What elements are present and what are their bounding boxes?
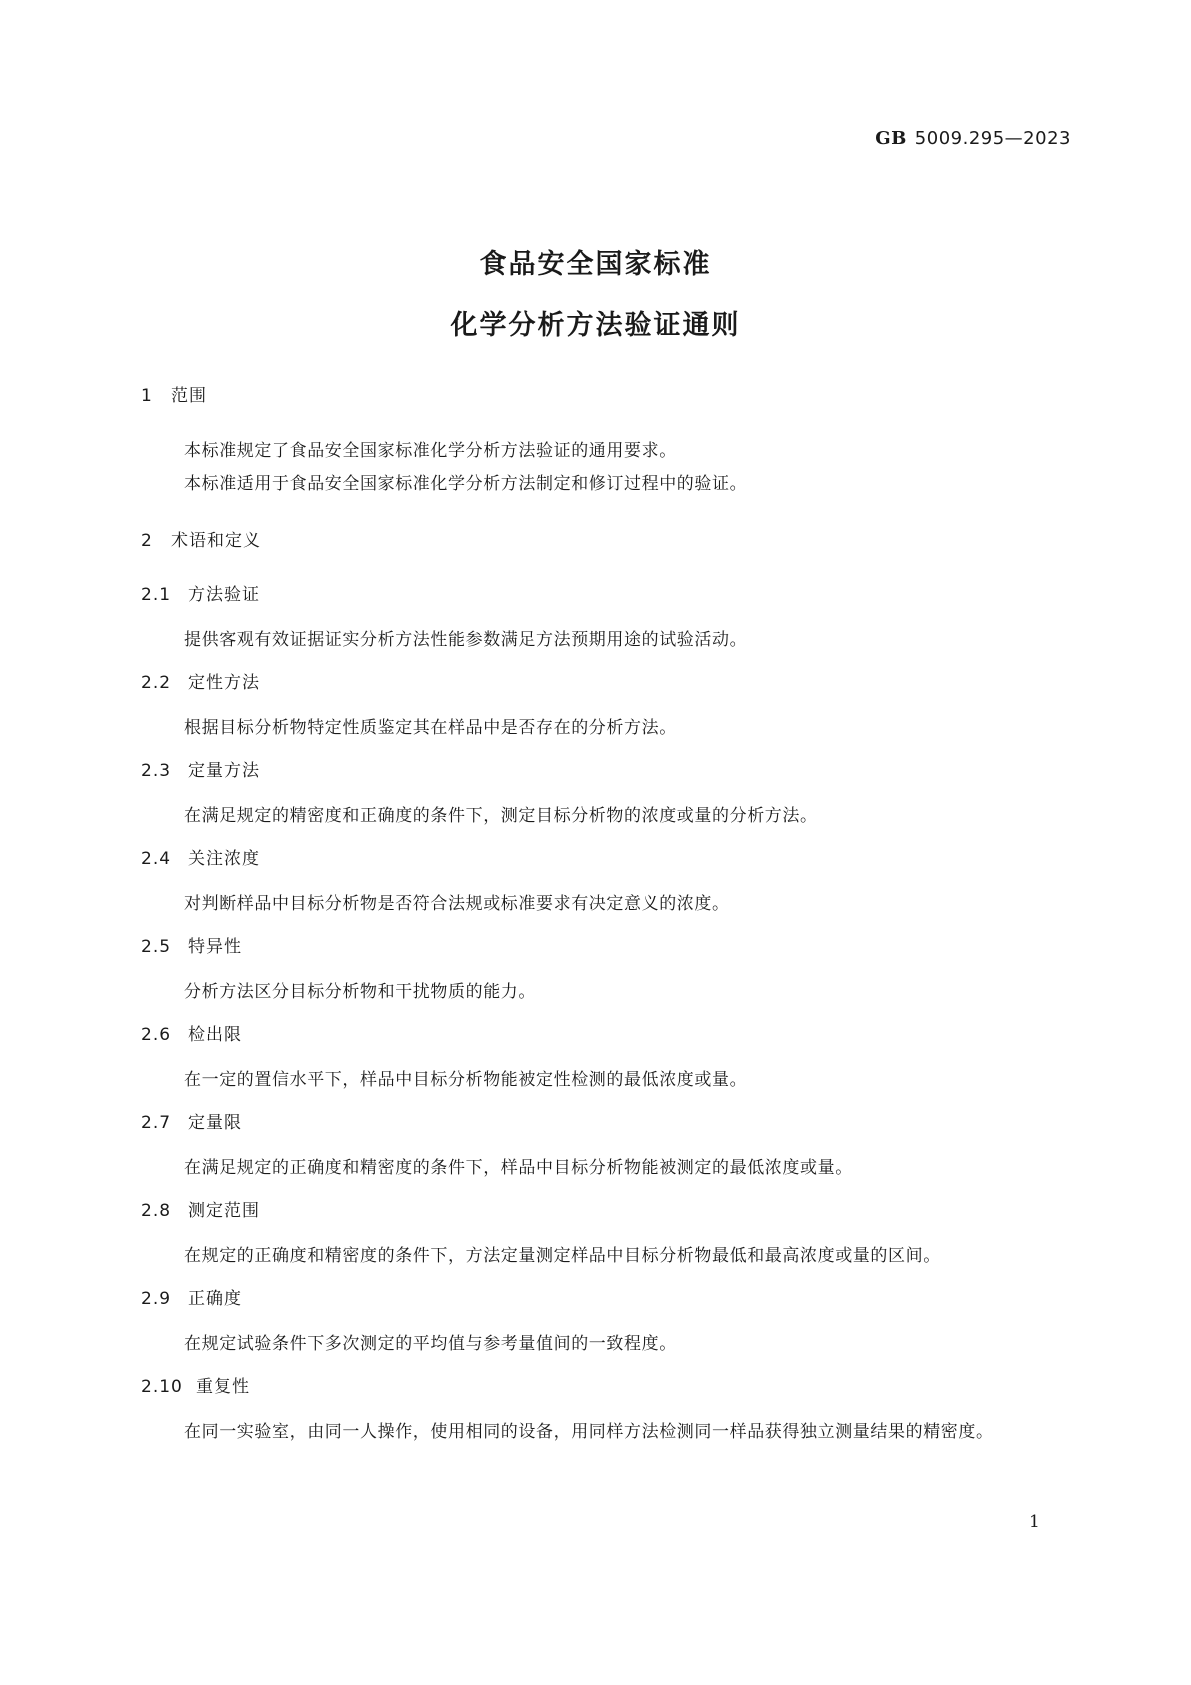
section-title: 范围: [171, 386, 207, 406]
term-heading: [141, 1284, 242, 1309]
section-title: 术语和定义: [171, 531, 261, 551]
term-name: 测定范围: [188, 1201, 260, 1221]
term-name: 正确度: [188, 1289, 242, 1309]
term-name: 关注浓度: [188, 849, 260, 869]
term-definition: 在一定的置信水平下，样品中目标分析物能被定性检测的最低浓度或量。: [184, 1070, 748, 1090]
term-number: 2.5: [141, 937, 172, 957]
section-1-heading: [141, 381, 207, 406]
term-number: 2.6: [141, 1025, 172, 1045]
term-number: 2.2: [141, 673, 172, 693]
standard-code: [875, 128, 1071, 149]
term-number: 2.10: [141, 1377, 183, 1397]
scope-paragraph-1: 本标准规定了食品安全国家标准化学分析方法验证的通用要求。: [184, 441, 677, 461]
term-heading: [141, 756, 260, 781]
term-number: 2.9: [141, 1289, 172, 1309]
term-name: 重复性: [196, 1377, 250, 1397]
document-title-line2: 化学分析方法验证通则: [450, 310, 741, 341]
standard-prefix: GB: [875, 128, 907, 149]
section-number: 2: [141, 531, 153, 551]
term-definition: 分析方法区分目标分析物和干扰物质的能力。: [184, 982, 536, 1002]
term-name: 定性方法: [188, 673, 260, 693]
term-name: 定量限: [188, 1113, 242, 1133]
term-definition: 提供客观有效证据证实分析方法性能参数满足方法预期用途的试验活动。: [184, 630, 748, 650]
term-definition: 在满足规定的正确度和精密度的条件下，样品中目标分析物能被测定的最低浓度或量。: [184, 1158, 853, 1178]
page-number: 1: [1029, 1512, 1040, 1532]
term-number: 2.7: [141, 1113, 172, 1133]
term-definition: 根据目标分析物特定性质鉴定其在样品中是否存在的分析方法。: [184, 718, 677, 738]
term-heading: [141, 668, 260, 693]
term-definition: 对判断样品中目标分析物是否符合法规或标准要求有决定意义的浓度。: [184, 894, 730, 914]
standard-number: 5009.295—2023: [914, 128, 1071, 149]
term-name: 定量方法: [188, 761, 260, 781]
term-heading: [141, 932, 242, 957]
term-name: 检出限: [188, 1025, 242, 1045]
term-number: 2.8: [141, 1201, 172, 1221]
term-name: 方法验证: [188, 585, 260, 605]
term-heading: [141, 580, 260, 605]
term-heading: [141, 1020, 242, 1045]
term-definition: 在规定试验条件下多次测定的平均值与参考量值间的一致程度。: [184, 1334, 677, 1354]
term-heading: [141, 844, 260, 869]
term-heading: [141, 1108, 242, 1133]
term-definition: 在满足规定的精密度和正确度的条件下，测定目标分析物的浓度或量的分析方法。: [184, 806, 818, 826]
section-2-heading: [141, 526, 261, 551]
term-definition: 在同一实验室，由同一人操作，使用相同的设备，用同样方法检测同一样品获得独立测量结果的精密度。: [184, 1422, 994, 1442]
section-number: 1: [141, 386, 153, 406]
term-definition: 在规定的正确度和精密度的条件下，方法定量测定样品中目标分析物最低和最高浓度或量的区间。: [184, 1246, 941, 1266]
document-title-line1: 食品安全国家标准: [479, 249, 712, 280]
term-number: 2.4: [141, 849, 172, 869]
term-heading: [141, 1372, 250, 1397]
term-heading: [141, 1196, 260, 1221]
term-number: 2.3: [141, 761, 172, 781]
term-name: 特异性: [188, 937, 242, 957]
scope-paragraph-2: 本标准适用于食品安全国家标准化学分析方法制定和修订过程中的验证。: [184, 474, 748, 494]
term-number: 2.1: [141, 585, 172, 605]
